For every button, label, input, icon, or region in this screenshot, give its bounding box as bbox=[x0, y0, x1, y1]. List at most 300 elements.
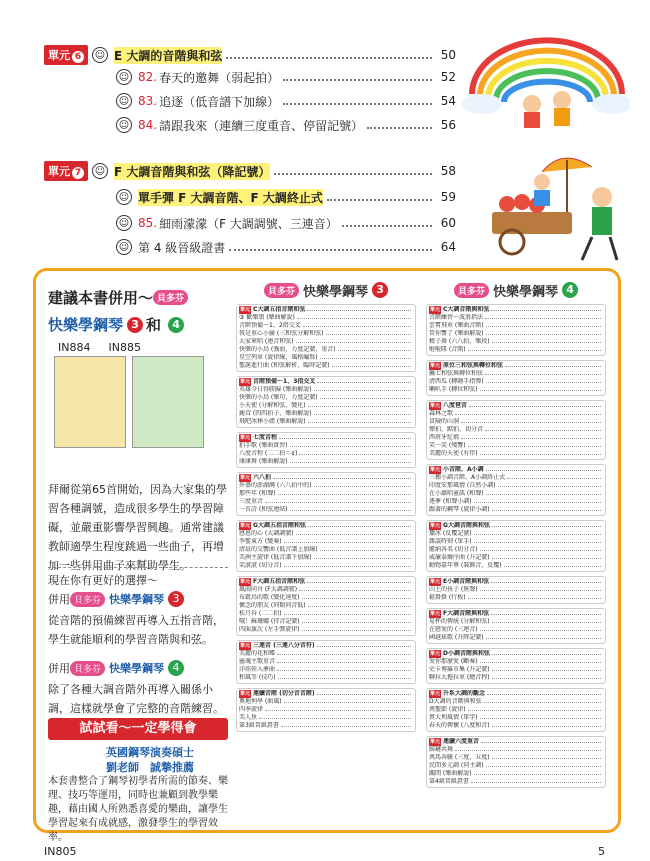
leader-dots bbox=[486, 762, 601, 767]
entry-title: 大家來唱 (連音和弦) bbox=[239, 338, 294, 345]
leader-dots bbox=[480, 714, 601, 719]
entry-title: 雲霄飛車 (樂曲音階) bbox=[429, 322, 484, 329]
contents-entry bbox=[239, 442, 413, 450]
teacher-title: 英國鋼琴演奏碩士 bbox=[106, 746, 194, 759]
contents-entry bbox=[239, 506, 413, 514]
contents-entry bbox=[429, 482, 603, 490]
unit-number: 7 bbox=[72, 167, 84, 179]
leader-dots bbox=[492, 650, 601, 655]
leader-dots bbox=[284, 538, 411, 543]
leader-dots bbox=[474, 538, 601, 543]
contents-entry bbox=[429, 530, 603, 538]
unit-block bbox=[236, 576, 416, 636]
book-number-3: 3 bbox=[168, 591, 184, 607]
contents-entry bbox=[239, 602, 413, 610]
entry-title: 貴大利風情 (單字) bbox=[429, 714, 478, 721]
unit-tag: 單元 bbox=[240, 435, 251, 441]
leader-dots bbox=[468, 594, 601, 599]
leader-dots bbox=[320, 394, 411, 399]
unit-tag: 單元 bbox=[430, 307, 441, 313]
unit-block bbox=[236, 640, 416, 684]
unit-label: 單元 bbox=[48, 165, 70, 178]
smiley-icon: ☺ bbox=[92, 163, 108, 179]
entry-title: ③ 歡樂頌 (樂曲解說) bbox=[239, 314, 295, 321]
leader-dots bbox=[308, 602, 411, 607]
teacher-recommendation bbox=[80, 745, 220, 775]
contents-entry bbox=[239, 386, 413, 394]
contents-entry bbox=[239, 362, 413, 370]
leader-dots bbox=[302, 618, 411, 623]
contents-entry bbox=[429, 442, 603, 450]
entry-title: 連續六度重音 bbox=[443, 738, 480, 745]
unit-number: 6 bbox=[72, 51, 84, 63]
use-label: 併用 bbox=[48, 593, 70, 606]
beethoven-badge: 貝多芬 bbox=[153, 290, 188, 305]
beethoven-badge: 貝多芬 bbox=[454, 283, 489, 298]
unit-block bbox=[426, 648, 606, 684]
contents-entry bbox=[239, 706, 413, 714]
contents-entry bbox=[429, 778, 603, 786]
leader-dots bbox=[303, 322, 411, 327]
contents-entry bbox=[429, 698, 603, 706]
contents-entry bbox=[239, 306, 413, 314]
contents-entry bbox=[429, 450, 603, 458]
leader-dots bbox=[226, 51, 432, 59]
contents-entry bbox=[239, 594, 413, 602]
leader-dots bbox=[492, 674, 601, 679]
entry-title: 風雨同舟 (F大調調號) bbox=[239, 586, 298, 593]
entry-title: 七度音程 bbox=[253, 434, 278, 441]
unit-block bbox=[426, 400, 606, 460]
divider bbox=[48, 567, 228, 568]
leader-dots bbox=[480, 658, 601, 663]
entry-title: 冒險的山洞 bbox=[429, 418, 460, 425]
unit-block bbox=[426, 608, 606, 644]
leader-dots bbox=[492, 666, 601, 671]
contents-entry bbox=[429, 706, 603, 714]
unit-block bbox=[426, 688, 606, 732]
contents-entry bbox=[429, 770, 603, 778]
entry-title: 音階練習～波浪指法 bbox=[429, 314, 484, 321]
unit-label: 單元 bbox=[48, 49, 70, 62]
leader-dots bbox=[314, 410, 411, 415]
beethoven-badge: 貝多芬 bbox=[70, 592, 105, 607]
book-cover-4 bbox=[132, 356, 204, 448]
series-line bbox=[48, 314, 228, 335]
entry-title: 原位三和弦與轉位和弦 bbox=[443, 362, 504, 369]
contents-entry bbox=[429, 690, 603, 698]
toc-title: E 大調的音階與和弦 bbox=[114, 48, 223, 63]
toc-row bbox=[116, 114, 456, 136]
leader-dots bbox=[290, 442, 411, 447]
leader-dots bbox=[229, 243, 432, 251]
beethoven-badge: 貝多芬 bbox=[264, 283, 299, 298]
entry-title: 四季旋律 bbox=[239, 706, 264, 713]
book-number-4: 4 bbox=[168, 660, 184, 676]
book-number-3: 3 bbox=[127, 317, 143, 333]
leader-dots bbox=[299, 450, 411, 455]
entry-title: 三連音 (三連八分音符) bbox=[253, 642, 315, 649]
toc-row bbox=[116, 186, 456, 208]
leader-dots bbox=[317, 642, 411, 647]
contents-entry bbox=[239, 586, 413, 594]
entry-title: 快樂的小鳥 (樂句、力度記號) bbox=[239, 394, 318, 401]
leader-dots bbox=[307, 578, 411, 583]
toc-page: 58 bbox=[440, 164, 456, 178]
entry-title: 小音階、A小調 bbox=[443, 466, 484, 473]
leader-dots bbox=[296, 530, 411, 535]
unit-tag: 單元 bbox=[430, 403, 441, 409]
contents-entry bbox=[429, 314, 603, 322]
smiley-icon: ☺ bbox=[116, 239, 132, 255]
entry-title: 啦啦隊 (音階) bbox=[429, 346, 466, 353]
toc-row bbox=[116, 212, 456, 234]
entry-title: 快樂的小鳥 (強弱、力度記號、重音) bbox=[239, 346, 336, 353]
unit-badge bbox=[44, 45, 88, 65]
leader-dots bbox=[283, 73, 432, 81]
contents-entry bbox=[429, 522, 603, 530]
contents-entry bbox=[429, 434, 603, 442]
leader-dots bbox=[484, 698, 601, 703]
entry-title: 康康舞 (樂曲解說) bbox=[239, 458, 288, 465]
unit-block bbox=[426, 464, 606, 516]
leader-dots bbox=[297, 314, 411, 319]
entry-title: C大調音階與和弦 bbox=[443, 306, 490, 313]
entry-title: 洋娃娃入夢曲 bbox=[239, 666, 276, 673]
contents-entry bbox=[429, 546, 603, 554]
entry-title: 四面旗次 (左手彈旋律) bbox=[239, 626, 300, 633]
entry-title: 鯨鏈共舞 bbox=[429, 746, 454, 753]
smiley-icon: ☺ bbox=[116, 215, 132, 231]
contents-entry bbox=[429, 562, 603, 570]
entry-title: 聖誕進行曲 (和弦解析、臨時記號) bbox=[239, 362, 330, 369]
leader-dots bbox=[290, 458, 411, 463]
teacher-name: 劉老師 誠摯推薦 bbox=[106, 761, 194, 774]
contents-entry bbox=[429, 674, 603, 682]
book4-header bbox=[426, 280, 606, 300]
contents-entry bbox=[429, 714, 603, 722]
toc-title: F 大調音階與和弦（降記號） bbox=[114, 164, 271, 179]
book-code-3: IN884 bbox=[58, 341, 91, 354]
unit-tag: 單元 bbox=[430, 363, 441, 369]
leader-dots bbox=[492, 722, 601, 727]
leader-dots bbox=[492, 506, 601, 511]
contents-entry bbox=[429, 578, 603, 586]
entry-title: F大調五指音階和弦 bbox=[253, 578, 306, 585]
contents-entry bbox=[429, 586, 603, 594]
leader-dots bbox=[273, 474, 411, 479]
unit-tag: 單元 bbox=[430, 691, 441, 697]
entry-title: E小調音階與和弦 bbox=[443, 578, 490, 585]
contents-entry bbox=[429, 346, 603, 354]
entry-title: 萬馬奔騰 (三度、五度) bbox=[429, 754, 490, 761]
entry-title: 布穀鳥的歌 (變化速度) bbox=[239, 594, 300, 601]
entry-title: 美人魚 bbox=[239, 714, 258, 721]
beethoven-badge: 貝多芬 bbox=[70, 661, 105, 676]
toc-page: 56 bbox=[440, 118, 456, 132]
entry-title: 西班牙紅娘 bbox=[429, 434, 460, 441]
book-4-description: 除了各種大調音階外再導入關係小調，這樣就學會了完整的音階練習。 bbox=[48, 683, 224, 715]
contents-entry bbox=[239, 450, 413, 458]
leader-dots bbox=[491, 610, 601, 615]
leader-dots bbox=[468, 346, 601, 351]
entry-title: 民間多元調 (同主調) bbox=[429, 762, 484, 769]
contents-entry bbox=[239, 538, 413, 546]
leader-dots bbox=[279, 434, 411, 439]
contents-entry bbox=[239, 346, 413, 354]
book-code-4: IN885 bbox=[108, 341, 141, 354]
leader-dots bbox=[474, 498, 601, 503]
leader-dots bbox=[296, 338, 411, 343]
book-number: 4 bbox=[562, 282, 578, 298]
entry-title: 連續音階 (切分音音階) bbox=[253, 690, 315, 697]
leader-dots bbox=[492, 554, 601, 559]
use-label: 併用 bbox=[48, 662, 70, 675]
contents-entry bbox=[239, 322, 413, 330]
contents-entry bbox=[429, 410, 603, 418]
book4-contents bbox=[426, 280, 606, 792]
entry-title: 三種小調音階、A小調終止式 bbox=[429, 474, 506, 481]
leader-dots bbox=[487, 690, 601, 695]
entry-title: 史卡博羅市集 (升記號) bbox=[429, 666, 490, 673]
contents-entry bbox=[429, 658, 603, 666]
leader-dots bbox=[469, 402, 601, 407]
entry-title: 美麗的花和蝶 bbox=[239, 650, 276, 657]
unit-tag: 單元 bbox=[240, 523, 251, 529]
contents-entry bbox=[429, 426, 603, 434]
contents-entry bbox=[239, 498, 413, 506]
toc-title: 單手彈 F 大調音階、F 大調終止式 bbox=[138, 190, 323, 205]
contents-entry bbox=[429, 626, 603, 634]
leader-dots bbox=[455, 746, 601, 751]
unit-block bbox=[236, 304, 416, 372]
leader-dots bbox=[265, 498, 411, 503]
unit-tag: 單元 bbox=[240, 475, 251, 481]
leader-dots bbox=[485, 426, 601, 431]
use-book-3 bbox=[48, 591, 228, 607]
smiley-icon: ☺ bbox=[116, 189, 132, 205]
leader-dots bbox=[485, 370, 601, 375]
contents-entry bbox=[429, 402, 603, 410]
entry-title: 八度音程 (二二拍＝¢) bbox=[239, 450, 298, 457]
contents-entry bbox=[429, 386, 603, 394]
toc-title: 第 4 級晉級證書 bbox=[138, 240, 226, 255]
and-text: 和 bbox=[146, 316, 162, 334]
leader-dots bbox=[504, 562, 601, 567]
contents-entry bbox=[429, 474, 603, 482]
entry-title: 升系大調的觀念 bbox=[443, 690, 486, 697]
contents-entry bbox=[239, 410, 413, 418]
contents-entry bbox=[239, 666, 413, 674]
leader-dots bbox=[308, 402, 411, 407]
entry-title: 國越搖歌 (升降記號) bbox=[429, 634, 484, 641]
entry-title: 李聖東方 (變奏) bbox=[239, 538, 282, 545]
leader-dots bbox=[474, 530, 601, 535]
entry-title: 精子舞 (六八拍、樂段) bbox=[429, 338, 490, 345]
toc-page: 52 bbox=[440, 70, 456, 84]
entry-title: 哦！蘇珊娜 (持音記號) bbox=[239, 618, 300, 625]
book-number-4: 4 bbox=[168, 317, 184, 333]
leader-dots bbox=[317, 378, 411, 383]
headline-text: 建議本書併用～ bbox=[48, 289, 154, 307]
leader-dots bbox=[274, 167, 432, 175]
contents-entry bbox=[429, 338, 603, 346]
contents-entry bbox=[239, 554, 413, 562]
contents-entry bbox=[239, 690, 413, 698]
leader-dots bbox=[338, 346, 411, 351]
contents-entry bbox=[429, 722, 603, 730]
entry-title: 星空列車 (旋律線、風格編寫) bbox=[239, 354, 318, 361]
book3-unit-list bbox=[236, 304, 416, 732]
left-column bbox=[48, 287, 228, 448]
book-3-description: 從音階的預備練習再導入五指音階，學生就能順利的學習音階與和弦。 bbox=[48, 614, 224, 646]
rainbow-kids-illustration bbox=[462, 34, 630, 130]
entry-title: 愛你那麼愛 (斷奏) bbox=[429, 658, 478, 665]
series-title: 快樂學鋼琴 bbox=[109, 593, 165, 606]
leader-dots bbox=[505, 362, 601, 367]
contents-entry bbox=[239, 482, 413, 490]
page-number: 5 bbox=[598, 845, 605, 858]
leader-dots bbox=[486, 490, 601, 495]
leader-dots bbox=[326, 330, 411, 335]
unit-tag: 單元 bbox=[240, 307, 251, 313]
contents-entry bbox=[429, 498, 603, 506]
song-number: 83. bbox=[138, 94, 158, 108]
entry-title: 鬆掛掛 (行板) bbox=[429, 594, 466, 601]
leader-dots bbox=[492, 754, 601, 759]
toc-row bbox=[116, 66, 456, 88]
contents-entry bbox=[239, 714, 413, 722]
entry-title: 易杯的傳統 (分解和弦) bbox=[429, 618, 490, 625]
leader-dots bbox=[284, 562, 411, 567]
leader-dots bbox=[486, 330, 601, 335]
leader-dots bbox=[481, 738, 601, 743]
entry-title: 山上的孩子 (無聲) bbox=[429, 586, 478, 593]
entry-title: 聊拉大拖拉車 (總音程) bbox=[429, 674, 490, 681]
book-cover-3 bbox=[54, 356, 126, 448]
contents-entry bbox=[239, 354, 413, 362]
leader-dots bbox=[332, 362, 411, 367]
entry-title: 我是重心小偷 (三和弦分解和弦) bbox=[239, 330, 324, 337]
contents-entry bbox=[239, 618, 413, 626]
leader-dots bbox=[480, 546, 601, 551]
leader-dots bbox=[485, 314, 601, 319]
toc-row bbox=[116, 90, 456, 112]
leader-dots bbox=[308, 418, 411, 423]
contents-entry bbox=[239, 562, 413, 570]
try-it-banner: 試試看～一定學得會 bbox=[48, 718, 228, 740]
contents-entry bbox=[239, 394, 413, 402]
leader-dots bbox=[299, 586, 411, 591]
entry-title: 六八拍 bbox=[253, 474, 272, 481]
book-title: 快樂學鋼琴 bbox=[493, 284, 559, 300]
contents-entry bbox=[239, 474, 413, 482]
contents-entry bbox=[239, 674, 413, 682]
contents-entry bbox=[429, 490, 603, 498]
entry-title: 英雄今日得勝歸 (樂曲解說) bbox=[239, 386, 312, 393]
leader-dots bbox=[507, 474, 601, 479]
toc-title: 細雨濛濛（F 大調調號、三連音） bbox=[159, 216, 338, 231]
leader-dots bbox=[320, 354, 411, 359]
toc-page: 59 bbox=[440, 190, 456, 204]
entry-title: 感恩的心 (大調調號) bbox=[239, 530, 294, 537]
entry-title: 第4級晉級證書 bbox=[429, 778, 469, 785]
contents-entry bbox=[239, 578, 413, 586]
series-title: 快樂學鋼琴 bbox=[48, 316, 124, 334]
book3-contents bbox=[236, 280, 416, 736]
entry-title: 小天使 (分解和弦、變化) bbox=[239, 402, 306, 409]
entry-title: 雜談時刻 (單手) bbox=[429, 538, 472, 545]
contents-entry bbox=[429, 610, 603, 618]
leader-dots bbox=[367, 121, 432, 129]
leader-dots bbox=[480, 626, 601, 631]
summary-paragraph: 本套書整合了鋼琴初學者所需的節奏、樂理、技巧等運用，同時也兼顧到教學樂趣，藉由國人所熟悉喜愛的樂曲，讓學生學習起來有成就感，激發學生的學習效率。 bbox=[48, 776, 228, 843]
unit-tag: 單元 bbox=[240, 643, 251, 649]
contents-entry bbox=[239, 546, 413, 554]
contents-entry bbox=[429, 754, 603, 762]
leader-dots bbox=[492, 522, 601, 527]
contents-entry bbox=[239, 650, 413, 658]
leader-dots bbox=[468, 442, 601, 447]
entry-title: 美麗的天使 (有伴) bbox=[429, 450, 478, 457]
leader-dots bbox=[491, 306, 601, 311]
contents-entry bbox=[429, 362, 603, 370]
contents-entry bbox=[429, 322, 603, 330]
contents-entry bbox=[429, 618, 603, 626]
leader-dots bbox=[455, 410, 601, 415]
contents-entry bbox=[239, 490, 413, 498]
smiley-icon: ☺ bbox=[116, 117, 132, 133]
contents-entry bbox=[429, 650, 603, 658]
leader-dots bbox=[486, 634, 601, 639]
smiley-icon: ☺ bbox=[116, 93, 132, 109]
toc-page: 60 bbox=[440, 216, 456, 230]
entry-title: 笑滾滾 (切分音) bbox=[239, 562, 282, 569]
leader-dots bbox=[283, 97, 432, 105]
entry-title: 喇叭手 (轉位和弦) bbox=[429, 386, 478, 393]
entry-title: C大調五指音階和弦 bbox=[253, 306, 306, 313]
leader-dots bbox=[491, 578, 601, 583]
toc-title: 春天的邀舞（弱起拍） bbox=[159, 70, 280, 85]
song-number: 84. bbox=[138, 118, 158, 132]
unit-tag: 單元 bbox=[240, 379, 251, 385]
leader-dots bbox=[308, 522, 411, 527]
toc-page: 50 bbox=[440, 48, 456, 62]
entry-title: D小調音階與和弦 bbox=[443, 650, 490, 657]
leader-dots bbox=[492, 618, 601, 623]
contents-entry bbox=[429, 594, 603, 602]
contents-entry bbox=[239, 458, 413, 466]
leader-dots bbox=[314, 386, 411, 391]
leader-dots bbox=[486, 378, 601, 383]
unit-tag: 單元 bbox=[430, 579, 441, 585]
entry-title: 松月谷 (二二拍) bbox=[239, 610, 282, 617]
leader-dots bbox=[314, 482, 411, 487]
toc-title: 追逐（低音譜下加線） bbox=[159, 94, 280, 109]
entry-title: 三度重音 bbox=[239, 498, 264, 505]
entry-title: 奧地利學 (曲風) bbox=[239, 698, 282, 705]
contents-entry bbox=[239, 522, 413, 530]
contents-entry bbox=[239, 722, 413, 730]
contents-entry bbox=[429, 418, 603, 426]
contents-entry bbox=[239, 658, 413, 666]
leader-dots bbox=[290, 506, 411, 511]
unit-tag: 單元 bbox=[430, 611, 441, 617]
unit-tag: 單元 bbox=[240, 691, 251, 697]
song-number: 82. bbox=[138, 70, 158, 84]
leader-dots bbox=[480, 586, 601, 591]
contents-entry bbox=[429, 762, 603, 770]
